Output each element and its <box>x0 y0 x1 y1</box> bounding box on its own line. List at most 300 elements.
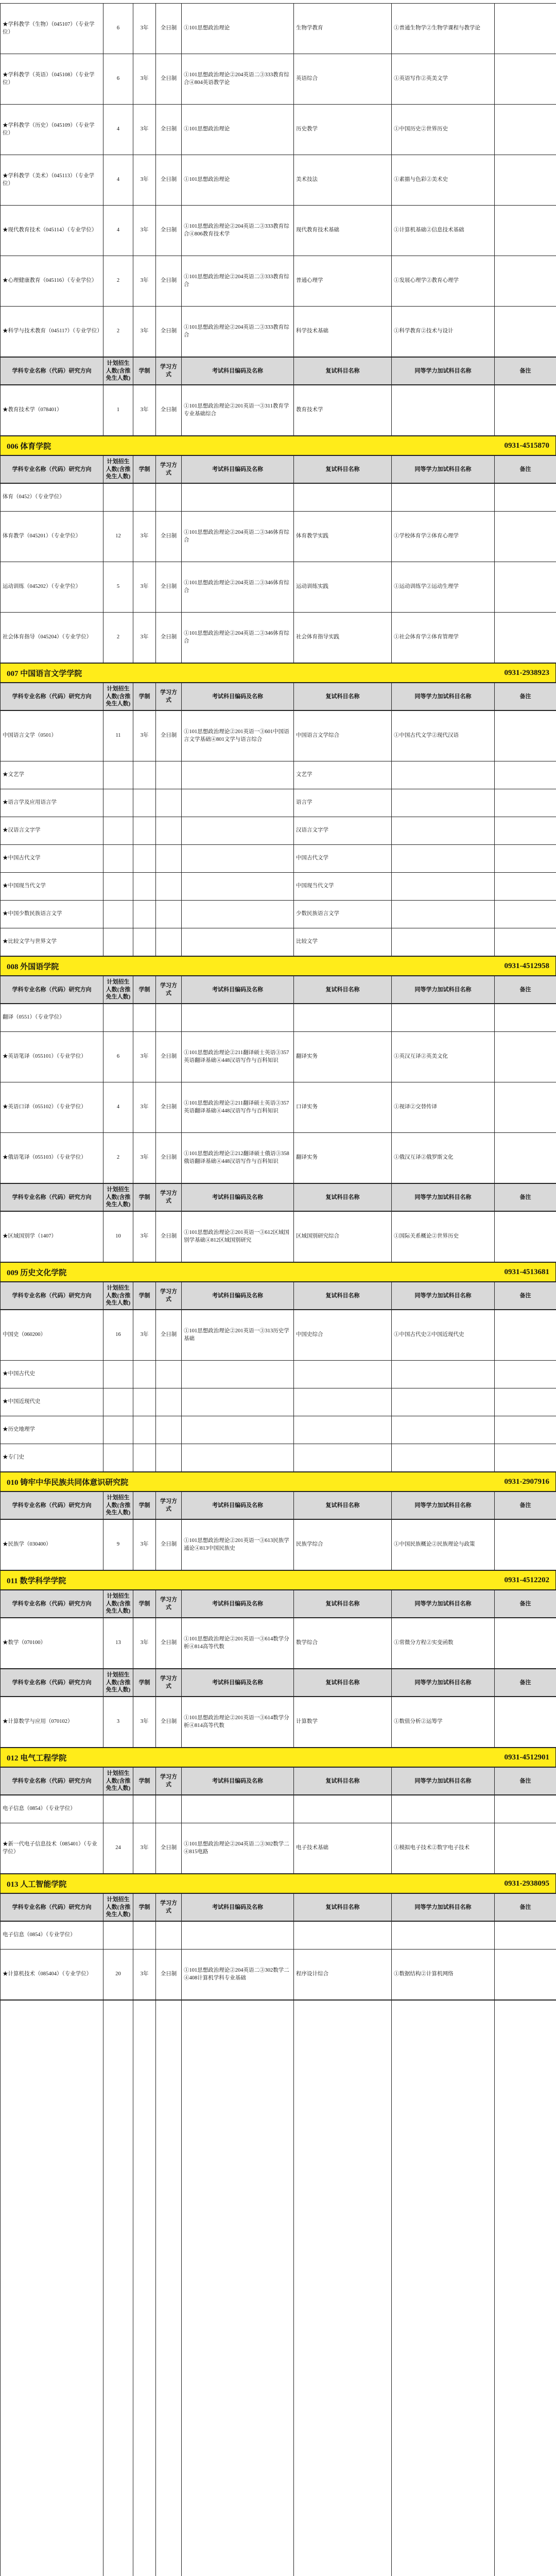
college-section-header <box>0 956 556 976</box>
column-header: 同等学力加试科目名称 <box>392 683 495 710</box>
data-cell <box>156 1416 182 1444</box>
data-cell: 13 <box>103 1618 133 1669</box>
data-cell: 6 <box>103 54 133 105</box>
data-cell <box>392 1922 495 1950</box>
data-cell: 3 <box>103 1697 133 1748</box>
column-header: 备注 <box>495 1282 556 1310</box>
column-header: 学制 <box>133 1669 156 1697</box>
table-row <box>1 1004 556 1032</box>
program-name-cell: 电子信息（0854）（专业学位） <box>1 1922 103 1950</box>
table-row <box>1 1618 556 1669</box>
data-cell: 3年 <box>133 1310 156 1361</box>
column-header: 复试科目名称 <box>294 1282 392 1310</box>
column-header: 学科专业名称（代码）研究方向 <box>1 358 103 385</box>
column-header: 复试科目名称 <box>294 1768 392 1795</box>
program-name-cell: ★教育技术学（078401） <box>1 385 103 436</box>
data-cell <box>133 1388 156 1416</box>
data-cell <box>294 1444 392 1472</box>
data-cell <box>133 901 156 928</box>
college-phone: 0931-2938095 <box>504 1879 549 1888</box>
data-cell <box>133 1444 156 1472</box>
data-cell <box>294 2001 392 2576</box>
data-cell: 体育教学实践 <box>294 512 392 562</box>
data-cell <box>156 789 182 817</box>
column-header: 考试科目编码及名称 <box>182 1669 294 1697</box>
program-name-cell: ★历史地理学 <box>1 1416 103 1444</box>
data-cell: 3年 <box>133 105 156 155</box>
column-header: 复试科目名称 <box>294 1184 392 1211</box>
column-header: 计划招生人数(含推免生人数) <box>103 976 133 1004</box>
data-cell: ①101思想政治理论②204英语二③333教育综合 <box>182 256 294 307</box>
program-name-cell: ★汉语言文字学 <box>1 817 103 845</box>
column-header: 学制 <box>133 1590 156 1618</box>
data-cell: 6 <box>103 4 133 54</box>
data-cell <box>103 789 133 817</box>
column-header-row <box>1 1669 556 1697</box>
data-cell <box>182 1388 294 1416</box>
remark-cell <box>495 613 556 663</box>
data-cell: 2 <box>103 307 133 357</box>
data-cell <box>156 817 182 845</box>
column-header-row <box>1 1184 556 1211</box>
college-title: 010 铸牢中华民族共同体意识研究院 <box>7 1478 129 1487</box>
column-header: 同等学力加试科目名称 <box>392 358 495 385</box>
data-cell: 全日制 <box>156 1212 182 1262</box>
remark-cell <box>495 817 556 845</box>
remark-cell <box>495 1823 556 1874</box>
remark-cell <box>495 1520 556 1570</box>
data-cell: 3年 <box>133 711 156 761</box>
program-table <box>0 1618 556 1669</box>
data-cell: 全日制 <box>156 711 182 761</box>
data-cell: 2 <box>103 1133 133 1183</box>
data-cell <box>133 761 156 789</box>
program-name-cell: ★中国少数民族语言文学 <box>1 901 103 928</box>
column-header: 学习方式 <box>156 1669 182 1697</box>
table-row <box>1 562 556 613</box>
remark-cell <box>495 562 556 613</box>
data-cell <box>133 789 156 817</box>
data-cell: 10 <box>103 1212 133 1262</box>
data-cell: 2 <box>103 613 133 663</box>
column-header-row <box>1 456 556 483</box>
data-cell <box>103 1444 133 1472</box>
table-row <box>1 1922 556 1950</box>
column-header: 学习方式 <box>156 976 182 1004</box>
column-header: 考试科目编码及名称 <box>182 1768 294 1795</box>
data-cell <box>156 1922 182 1950</box>
program-name-cell: ★民族学（030400） <box>1 1520 103 1570</box>
data-cell: 20 <box>103 1950 133 2000</box>
data-cell <box>133 1004 156 1032</box>
column-header: 复试科目名称 <box>294 683 392 710</box>
data-cell: ①英语写作②英美文学 <box>392 54 495 105</box>
data-cell <box>103 928 133 956</box>
data-cell <box>182 484 294 512</box>
column-header: 同等学力加试科目名称 <box>392 1894 495 1921</box>
data-cell: 3年 <box>133 155 156 206</box>
table-row <box>1 4 556 54</box>
remark-cell <box>495 1795 556 1823</box>
data-cell: 翻译实务 <box>294 1133 392 1183</box>
data-cell: ①101思想政治理论②201英语一③601中国语言文学基础④801文学与语言综合 <box>182 711 294 761</box>
data-cell: 6 <box>103 1032 133 1082</box>
remark-cell <box>495 206 556 256</box>
data-cell <box>392 873 495 901</box>
data-cell: ①国际关系概论②世界历史 <box>392 1212 495 1262</box>
data-cell: ①101思想政治理论②204英语二③346体育综合 <box>182 613 294 663</box>
data-cell: 3年 <box>133 1032 156 1082</box>
data-cell <box>103 873 133 901</box>
college-section-header <box>0 436 556 455</box>
data-cell <box>182 1361 294 1388</box>
program-name-cell: ★学科教学（英语）（045108）（专业学位） <box>1 54 103 105</box>
data-cell <box>133 845 156 873</box>
data-cell: 全日制 <box>156 1950 182 2000</box>
column-header: 同等学力加试科目名称 <box>392 1590 495 1618</box>
data-cell: ①学校体育学②体育心理学 <box>392 512 495 562</box>
data-cell: ①社会体育学②体育管理学 <box>392 613 495 663</box>
remark-cell <box>495 761 556 789</box>
data-cell <box>103 1416 133 1444</box>
data-cell <box>103 817 133 845</box>
remark-cell <box>495 789 556 817</box>
program-name-cell: ★专门史 <box>1 1444 103 1472</box>
column-header: 学制 <box>133 358 156 385</box>
column-header: 计划招生人数(含推免生人数) <box>103 1184 133 1211</box>
continuation-table <box>0 2000 556 2576</box>
table-row <box>1 155 556 206</box>
program-name-cell: ★新一代电子信息技术（085401）（专业学位） <box>1 1823 103 1874</box>
column-header: 学科专业名称（代码）研究方向 <box>1 1768 103 1795</box>
program-name-cell: 体育教学（045201）（专业学位） <box>1 512 103 562</box>
remark-cell <box>495 1361 556 1388</box>
data-cell: ①运动训练学②运动生理学 <box>392 562 495 613</box>
data-cell: 全日制 <box>156 307 182 357</box>
data-cell <box>294 1004 392 1032</box>
program-table <box>0 1697 556 1748</box>
data-cell: 全日制 <box>156 54 182 105</box>
data-cell <box>1 2001 103 2576</box>
data-cell: 3年 <box>133 385 156 436</box>
data-cell: 全日制 <box>156 1310 182 1361</box>
program-name-cell: ★中国近现代史 <box>1 1388 103 1416</box>
data-cell: 12 <box>103 512 133 562</box>
program-name-cell: ★学科教学（生物）（045107）（专业学位） <box>1 4 103 54</box>
data-cell <box>392 789 495 817</box>
college-section-header <box>0 1262 556 1282</box>
data-cell <box>156 873 182 901</box>
column-header-row <box>1 1894 556 1921</box>
column-header: 备注 <box>495 683 556 710</box>
data-cell: ①英汉互译②英美文化 <box>392 1032 495 1082</box>
column-header-table <box>0 1767 556 1795</box>
column-header-table <box>0 1893 556 1921</box>
college-phone: 0931-4515870 <box>504 441 549 450</box>
data-cell <box>103 1004 133 1032</box>
table-row <box>1 873 556 901</box>
program-name-cell: 中国史（060200） <box>1 1310 103 1361</box>
data-cell <box>133 2001 156 2576</box>
college-section-header <box>0 1748 556 1767</box>
column-header: 考试科目编码及名称 <box>182 1590 294 1618</box>
column-header: 备注 <box>495 1184 556 1211</box>
table-row <box>1 1212 556 1262</box>
program-name-cell: ★比较文学与世界文学 <box>1 928 103 956</box>
data-cell: 3年 <box>133 1950 156 2000</box>
column-header: 计划招生人数(含推免生人数) <box>103 1768 133 1795</box>
table-row <box>1 385 556 436</box>
remark-cell <box>495 1032 556 1082</box>
data-cell <box>182 845 294 873</box>
remark-cell <box>495 54 556 105</box>
remark-cell <box>495 1004 556 1032</box>
data-cell: ①101思想政治理论②204英语二③346体育综合 <box>182 562 294 613</box>
data-cell <box>156 1004 182 1032</box>
column-header: 学制 <box>133 456 156 483</box>
data-cell: ①101思想政治理论②211翻译硕士英语③357英语翻译基础④448汉语写作与百科知识 <box>182 1032 294 1082</box>
table-row <box>1 1795 556 1823</box>
data-cell: 3年 <box>133 1823 156 1874</box>
table-row <box>1 2001 556 2576</box>
remark-cell <box>495 385 556 436</box>
data-cell: ①俄汉互译②俄罗斯文化 <box>392 1133 495 1183</box>
data-cell: 24 <box>103 1823 133 1874</box>
column-header: 备注 <box>495 1590 556 1618</box>
column-header: 复试科目名称 <box>294 1492 392 1519</box>
data-cell <box>156 1361 182 1388</box>
program-table <box>0 1921 556 2000</box>
remark-cell <box>495 901 556 928</box>
column-header-table <box>0 357 556 385</box>
data-cell <box>182 1922 294 1950</box>
remark-cell <box>495 256 556 307</box>
data-cell <box>156 761 182 789</box>
college-section-header <box>0 1472 556 1492</box>
page-filler <box>0 2000 556 2576</box>
data-cell: 2 <box>103 256 133 307</box>
data-cell: ①中国古代文学②现代汉语 <box>392 711 495 761</box>
data-cell: 11 <box>103 711 133 761</box>
column-header-row <box>1 358 556 385</box>
program-name-cell: 翻译（0551）（专业学位） <box>1 1004 103 1032</box>
data-cell: 16 <box>103 1310 133 1361</box>
column-header: 计划招生人数(含推免生人数) <box>103 456 133 483</box>
data-cell: ①模拟电子技术②数字电子技术 <box>392 1823 495 1874</box>
column-header: 考试科目编码及名称 <box>182 1184 294 1211</box>
data-cell <box>182 2001 294 2576</box>
table-row <box>1 845 556 873</box>
data-cell <box>182 761 294 789</box>
data-cell <box>156 845 182 873</box>
column-header: 考试科目编码及名称 <box>182 358 294 385</box>
program-table <box>0 483 556 663</box>
data-cell: 历史教学 <box>294 105 392 155</box>
data-cell: ①数值分析②运筹学 <box>392 1697 495 1748</box>
program-name-cell: ★现代教育技术（045114）（专业学位） <box>1 206 103 256</box>
data-cell <box>392 484 495 512</box>
data-cell <box>392 928 495 956</box>
table-row <box>1 484 556 512</box>
column-header: 备注 <box>495 456 556 483</box>
data-cell: 区域国别研究综合 <box>294 1212 392 1262</box>
data-cell: ①101思想政治理论②204英语二③302数学二④408计算机学科专业基础 <box>182 1950 294 2000</box>
data-cell: 现代教育技术基础 <box>294 206 392 256</box>
data-cell: 1 <box>103 385 133 436</box>
data-cell: 全日制 <box>156 562 182 613</box>
column-header: 备注 <box>495 1669 556 1697</box>
data-cell <box>103 1388 133 1416</box>
program-name-cell: ★数学（070100） <box>1 1618 103 1669</box>
data-cell <box>294 484 392 512</box>
data-cell <box>392 845 495 873</box>
column-header: 复试科目名称 <box>294 456 392 483</box>
data-cell: 生物学教育 <box>294 4 392 54</box>
column-header: 同等学力加试科目名称 <box>392 1768 495 1795</box>
column-header: 备注 <box>495 976 556 1004</box>
program-table <box>0 1310 556 1472</box>
program-table <box>0 1004 556 1183</box>
data-cell <box>182 1004 294 1032</box>
column-header: 学习方式 <box>156 1768 182 1795</box>
data-cell <box>156 1444 182 1472</box>
data-cell <box>182 1416 294 1444</box>
column-header-table <box>0 683 556 710</box>
college-title: 011 数学科学学院 <box>7 1577 66 1585</box>
program-name-cell: 电子信息（0854）（专业学位） <box>1 1795 103 1823</box>
data-cell <box>133 484 156 512</box>
column-header: 学制 <box>133 1768 156 1795</box>
column-header: 学科专业名称（代码）研究方向 <box>1 1492 103 1519</box>
column-header: 学习方式 <box>156 1894 182 1921</box>
data-cell <box>182 1795 294 1823</box>
data-cell: 英语综合 <box>294 54 392 105</box>
data-cell <box>392 1004 495 1032</box>
remark-cell <box>495 1416 556 1444</box>
program-table <box>0 3 556 357</box>
column-header: 复试科目名称 <box>294 1590 392 1618</box>
data-cell: 3年 <box>133 206 156 256</box>
table-row <box>1 105 556 155</box>
data-cell: 口译实务 <box>294 1082 392 1133</box>
column-header: 学制 <box>133 683 156 710</box>
data-cell <box>294 1361 392 1388</box>
data-cell <box>133 928 156 956</box>
table-row <box>1 512 556 562</box>
column-header: 学制 <box>133 1492 156 1519</box>
column-header-row <box>1 1590 556 1618</box>
program-name-cell: ★学科教学（美术）（045113）（专业学位） <box>1 155 103 206</box>
college-title: 012 电气工程学院 <box>7 1754 67 1762</box>
data-cell: 文艺学 <box>294 761 392 789</box>
data-cell <box>156 901 182 928</box>
data-cell: 全日制 <box>156 1032 182 1082</box>
data-cell: ①101思想政治理论②201英语一③613民族学通论④813中国民族史 <box>182 1520 294 1570</box>
data-cell: 全日制 <box>156 155 182 206</box>
remark-cell <box>495 1310 556 1361</box>
data-cell: ①101思想政治理论②201英语一③612区域国别学基础④812区域国别研究 <box>182 1212 294 1262</box>
table-row <box>1 1444 556 1472</box>
data-cell <box>182 817 294 845</box>
program-name-cell: ★中国现当代文学 <box>1 873 103 901</box>
column-header: 备注 <box>495 1894 556 1921</box>
data-cell: ①101思想政治理论②204英语二③333教育综合④806教育技术学 <box>182 206 294 256</box>
column-header: 复试科目名称 <box>294 1669 392 1697</box>
remark-cell <box>495 512 556 562</box>
program-name-cell: ★英语口译（055102）（专业学位） <box>1 1082 103 1133</box>
data-cell: 比较文学 <box>294 928 392 956</box>
program-name-cell: 中国语言文学（0501） <box>1 711 103 761</box>
data-cell: 5 <box>103 562 133 613</box>
remark-cell <box>495 1950 556 2000</box>
data-cell <box>182 928 294 956</box>
data-cell: 科学技术基础 <box>294 307 392 357</box>
table-row <box>1 1082 556 1133</box>
data-cell: 全日制 <box>156 512 182 562</box>
data-cell <box>495 2001 556 2576</box>
program-table <box>0 385 556 436</box>
data-cell <box>392 1388 495 1416</box>
column-header: 学科专业名称（代码）研究方向 <box>1 976 103 1004</box>
program-name-cell: ★俄语笔译（055103）（专业学位） <box>1 1133 103 1183</box>
column-header: 学科专业名称（代码）研究方向 <box>1 683 103 710</box>
data-cell: 全日制 <box>156 206 182 256</box>
program-table <box>0 1211 556 1262</box>
column-header-table <box>0 1590 556 1618</box>
column-header-row <box>1 683 556 710</box>
column-header: 学习方式 <box>156 1282 182 1310</box>
remark-cell <box>495 873 556 901</box>
column-header: 学科专业名称（代码）研究方向 <box>1 1282 103 1310</box>
data-cell: 中国语言文学综合 <box>294 711 392 761</box>
college-phone: 0931-4512958 <box>504 961 549 970</box>
column-header: 计划招生人数(含推免生人数) <box>103 1669 133 1697</box>
data-cell: 电子技术基础 <box>294 1823 392 1874</box>
data-cell: 中国古代文学 <box>294 845 392 873</box>
table-row <box>1 817 556 845</box>
remark-cell <box>495 1697 556 1748</box>
remark-cell <box>495 1922 556 1950</box>
data-cell: ①101思想政治理论②204英语二③302数学二④815电路 <box>182 1823 294 1874</box>
remark-cell <box>495 4 556 54</box>
data-cell: ①101思想政治理论②204英语二③333教育综合 <box>182 307 294 357</box>
remark-cell <box>495 105 556 155</box>
program-name-cell: ★计算机技术（085404）（专业学位） <box>1 1950 103 2000</box>
column-header-table <box>0 455 556 483</box>
table-row <box>1 1133 556 1183</box>
table-row <box>1 1416 556 1444</box>
data-cell: 全日制 <box>156 613 182 663</box>
program-table <box>0 1519 556 1570</box>
table-row <box>1 307 556 357</box>
data-cell <box>133 1922 156 1950</box>
column-header: 计划招生人数(含推免生人数) <box>103 358 133 385</box>
remark-cell <box>495 711 556 761</box>
program-name-cell: ★文艺学 <box>1 761 103 789</box>
data-cell: ①普通生物学②生物学课程与教学论 <box>392 4 495 54</box>
table-row <box>1 206 556 256</box>
remark-cell <box>495 1212 556 1262</box>
data-cell: 美术技法 <box>294 155 392 206</box>
data-cell: 计算数学 <box>294 1697 392 1748</box>
column-header: 复试科目名称 <box>294 976 392 1004</box>
data-cell <box>103 845 133 873</box>
data-cell: 中国史综合 <box>294 1310 392 1361</box>
column-header: 学习方式 <box>156 456 182 483</box>
column-header: 备注 <box>495 1492 556 1519</box>
data-cell <box>103 1361 133 1388</box>
data-cell <box>156 1795 182 1823</box>
